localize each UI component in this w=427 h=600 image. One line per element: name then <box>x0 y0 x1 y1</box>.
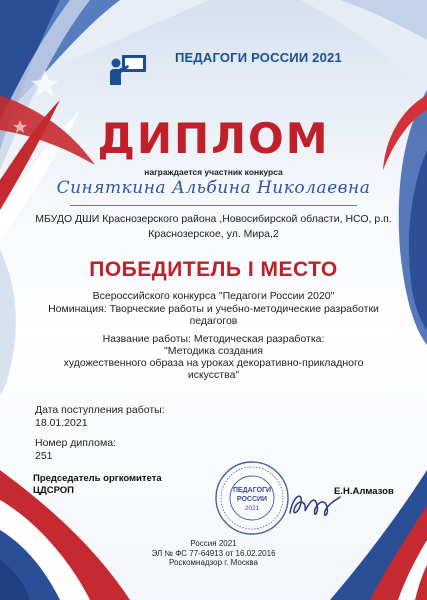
number-label: Номер диплома: <box>35 437 116 449</box>
chair-title: Председатель оргкомитета <box>33 473 162 484</box>
organization-line: Краснозерское, ул. Мира,2 <box>148 228 279 240</box>
work-line: "Методика создания <box>164 345 263 357</box>
organization <box>30 212 397 242</box>
footer <box>0 539 427 568</box>
chair-block <box>33 473 162 497</box>
stamp-line: ПЕДАГОГИ <box>232 487 272 494</box>
date-value: 18.01.2021 <box>35 417 88 429</box>
organization-line: МБУДО ДШИ Краснозерского района ,Новосибирской области, НСО, р.п. <box>35 213 392 225</box>
footer-line: ЭЛ № ФС 77-64913 от 16.02.2016 <box>151 548 276 558</box>
diploma-title: ДИПЛОМ <box>97 114 330 163</box>
contest-line: Всероссийского конкурса "Педагоги России 2020" <box>92 290 335 302</box>
nomination-line: Номинация: Творческие работы и учебно-методические разработки <box>48 302 379 315</box>
award-title: ПОБЕДИТЕЛЬ I МЕСТО <box>89 258 338 281</box>
work-line: художественного образа на уроках декоративно-прикладного <box>63 357 364 369</box>
signer-name: Е.Н.Алмазов <box>334 486 394 497</box>
teacher-presentation-icon <box>108 53 148 87</box>
recipient-name: Синяткина Альбина Николаевна <box>56 178 371 198</box>
footer-line: Роскомнадзор г. Москва <box>169 558 258 567</box>
contest-info <box>40 290 387 328</box>
date-label: Дата поступления работы: <box>35 404 165 416</box>
stamp-line: 2021 <box>244 505 260 512</box>
date-block <box>35 404 165 430</box>
chair-org: ЦДСРОП <box>33 485 74 496</box>
stamp-line: РОССИИ <box>236 496 268 503</box>
work-info <box>50 333 377 381</box>
number-block <box>35 437 116 463</box>
work-line: искусства" <box>187 369 240 381</box>
stamp-seal <box>214 460 290 536</box>
recipient-underline <box>70 205 357 206</box>
work-line: Название работы: Методическая разработка: <box>102 333 325 345</box>
number-value: 251 <box>35 450 53 462</box>
nomination-line: педагогов <box>189 315 238 327</box>
diploma-subtitle: награждается участник конкурса <box>144 167 283 177</box>
footer-line: Россия 2021 <box>190 539 237 548</box>
header-title: ПЕДАГОГИ РОССИИ 2021 <box>175 50 342 65</box>
